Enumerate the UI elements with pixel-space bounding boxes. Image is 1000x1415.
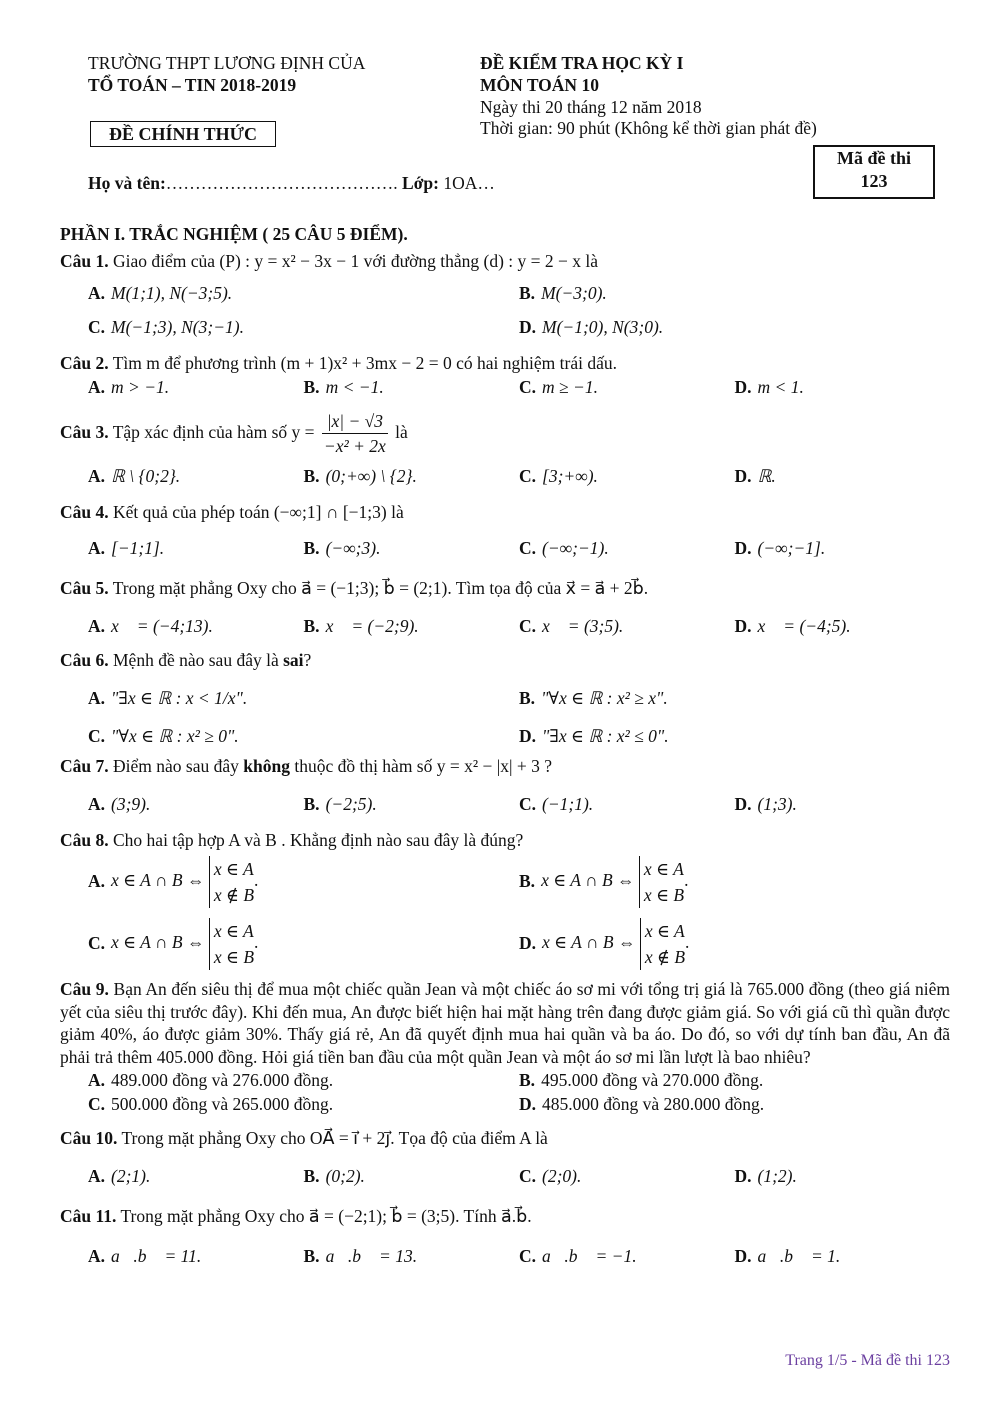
question-text: Mệnh đề nào sau đây là [113,650,279,671]
option-b[interactable]: B. "∀x ∈ ℝ : x² ≥ x". [519,688,668,709]
name-label: Họ và tên: [88,173,166,193]
part-title: PHẦN I. TRẮC NGHIỆM ( 25 CÂU 5 ĐIỂM). [60,224,408,244]
option-b[interactable]: B. 495.000 đồng và 270.000 đồng. [519,1070,764,1091]
question-3 [60,407,950,488]
option-d[interactable]: D. ℝ. [734,466,776,487]
exam-code-label: Mã đề thi [837,148,911,168]
question-text: Tìm m để phương trình (m + 1)x² + 3mx − 2 = 0 có hai nghiệm trái dấu. [112,353,617,373]
option-d[interactable]: D. (1;2). [734,1166,797,1187]
fraction: $\frac{|x| - √3}{\text{−x² + 2x}}$ [323,411,386,457]
option-c[interactable]: C. (−∞;−1). [519,538,609,559]
option-a[interactable]: A. ℝ \ {0;2}. [88,466,181,487]
option-c[interactable]: C. (2;0). [519,1166,582,1187]
official-stamp: ĐỀ CHÍNH THỨC [90,121,276,147]
question-7 [60,754,950,816]
option-b[interactable]: B. (0;+∞) \ {2}. [303,466,417,487]
question-text: Trong mặt phẳng Oxy cho a⃗ = (−1;3); b⃗ = (2;1). Tìm tọa độ của x⃗ = a⃗ + 2b⃗. [112,578,649,599]
option-c[interactable]: C. (−1;1). [519,794,594,815]
emphasis-word: không [243,756,290,777]
option-a[interactable]: A. x⃗ = (−4;13). [88,616,213,637]
question-text: Điểm nào sau đây [113,756,239,777]
school-header [88,52,458,96]
question-2 [60,351,950,399]
question-text-end: thuộc đồ thị hàm số y = x² − |x| + 3 ? [294,756,553,777]
question-1 [60,249,950,339]
option-d[interactable]: D. (1;3). [734,794,797,815]
question-text: Trong mặt phẳng Oxy cho OA⃗ = i⃗ + 2j⃗. Tọa độ của điểm A là [121,1128,548,1149]
question-text: Trong mặt phẳng Oxy cho a⃗ = (−2;1); b⃗ = (3;5). Tính a⃗.b⃗. [120,1206,532,1227]
exam-content [60,224,950,1268]
question-number: Câu 8. [60,830,109,851]
question-9 [60,978,950,1116]
option-d[interactable]: D. x⃗ = (−4;5). [734,616,851,637]
question-5 [60,576,950,638]
class-value: 1OA… [443,173,495,193]
question-text: Bạn An đến siêu thị để mua một chiếc quần Jean và một chiếc áo sơ mi với tổng trị giá là 765.000 đồng (theo giá niêm yết của siêu thị trước đây). Khi đến mua, An được biết hiện hai mặt hàng trên đang được giảm giá. So với giá cũ thì quần được giảm 40%, áo được giảm 30%. Thấy giá rẻ, An đã quyết định mua hai quần và ba áo. Do đó, so với dự tính ban đầu, An đã phải trả thêm 405.000 đồng. Hỏi giá tiền ban đầu của một quần Jean và một áo sơ mi lần lượt là bao nhiêu? [60,979,950,1067]
student-info-line [88,173,495,194]
name-dots: …………………………………. [165,173,398,193]
option-d[interactable]: D. a⃗.b⃗ = 1. [734,1246,841,1267]
option-a[interactable]: A. 489.000 đồng và 276.000 đồng. [88,1070,334,1091]
option-a[interactable]: A. (3;9). [88,794,151,815]
option-a[interactable]: A. [−1;1]. [88,538,165,559]
exam-title: ĐỀ KIỂM TRA HỌC KỲ I [480,53,684,73]
option-a[interactable]: A. (2;1). [88,1166,151,1187]
option-b[interactable]: B. (0;2). [303,1166,365,1187]
option-d[interactable]: D. "∃x ∈ ℝ : x² ≤ 0". [519,726,669,747]
question-number: Câu 7. [60,756,109,777]
question-text-end: là [395,422,408,442]
question-number: Câu 4. [60,502,109,523]
question-number: Câu 2. [60,353,109,373]
option-d[interactable]: D. 485.000 đồng và 280.000 đồng. [519,1094,765,1115]
option-b[interactable]: B. x ∈ A ∩ B ⇔ x ∈ A x ∈ B. [519,856,950,908]
question-number: Câu 3. [60,422,109,442]
question-number: Câu 6. [60,650,109,671]
question-number: Câu 9. [60,979,109,1000]
question-text: Tập xác định của hàm số y = [112,422,315,442]
option-c[interactable]: C. a⃗.b⃗ = −1. [519,1246,637,1267]
option-b[interactable]: B. m < −1. [303,377,384,397]
question-10 [60,1126,950,1188]
emphasis-word: sai [283,650,304,671]
exam-header [480,52,920,139]
option-d[interactable]: D. m < 1. [734,377,804,397]
option-c[interactable]: C. m ≥ −1. [519,377,598,397]
option-d[interactable]: D. (−∞;−1]. [734,538,826,559]
question-11 [60,1204,950,1268]
option-a[interactable]: A. "∃x ∈ ℝ : x < 1/x". [88,688,248,709]
option-b[interactable]: B. a⃗.b⃗ = 13. [303,1246,418,1267]
option-a[interactable]: A. a⃗.b⃗ = 11. [88,1246,202,1267]
question-4 [60,500,950,560]
option-a[interactable]: A. M(1;1), N(−3;5). [88,283,233,303]
option-c[interactable]: C. x ∈ A ∩ B ⇔ x ∈ A x ∈ B. [88,918,519,970]
option-c[interactable]: C. 500.000 đồng và 265.000 đồng. [88,1094,334,1115]
question-text: Giao điểm của (P) : y = x² − 3x − 1 với đường thẳng (d) : y = 2 − x là [113,251,599,271]
question-text: Cho hai tập hợp A và B . Khẳng định nào sau đây là đúng? [113,830,524,851]
option-d[interactable]: D. M(−1;0), N(3;0). [519,317,664,337]
question-number: Câu 5. [60,578,109,599]
question-6 [60,648,950,748]
option-c[interactable]: C. [3;+∞). [519,466,598,487]
option-a[interactable]: A. m > −1. [88,377,170,397]
option-c[interactable]: C. "∀x ∈ ℝ : x² ≥ 0". [88,726,239,747]
question-text: Kết quả của phép toán (−∞;1] ∩ [−1;3) là [113,502,404,523]
question-number: Câu 11. [60,1206,117,1227]
option-a[interactable]: A. x ∈ A ∩ B ⇔ x ∈ A x ∉ B. [88,856,519,908]
exam-code-value: 123 [860,171,888,191]
department: TỔ TOÁN – TIN 2018-2019 [88,75,297,95]
option-b[interactable]: B. (−2;5). [303,794,377,815]
option-c[interactable]: C. M(−1;3), N(3;−1). [88,317,244,337]
option-d[interactable]: D. x ∈ A ∩ B ⇔ x ∈ A x ∉ B. [519,918,950,970]
subject: MÔN TOÁN 10 [480,75,599,95]
page-footer: Trang 1/5 - Mã đề thi 123 [785,1352,950,1369]
question-number: Câu 1. [60,251,109,271]
option-b[interactable]: B. M(−3;0). [519,283,607,303]
exam-duration: Thời gian: 90 phút (Không kể thời gian phát đề) [480,118,817,138]
exam-code-box [813,145,935,199]
option-c[interactable]: C. x⃗ = (3;5). [519,616,624,637]
exam-date: Ngày thi 20 tháng 12 năm 2018 [480,97,702,117]
question-text-end: ? [303,650,312,671]
option-b[interactable]: B. (−∞;3). [303,538,381,559]
school-name: TRƯỜNG THPT LƯƠNG ĐỊNH CỦA [88,53,366,73]
option-b[interactable]: B. x⃗ = (−2;9). [303,616,419,637]
question-8 [60,828,950,970]
class-label: Lớp: [402,173,439,193]
question-number: Câu 10. [60,1128,118,1149]
